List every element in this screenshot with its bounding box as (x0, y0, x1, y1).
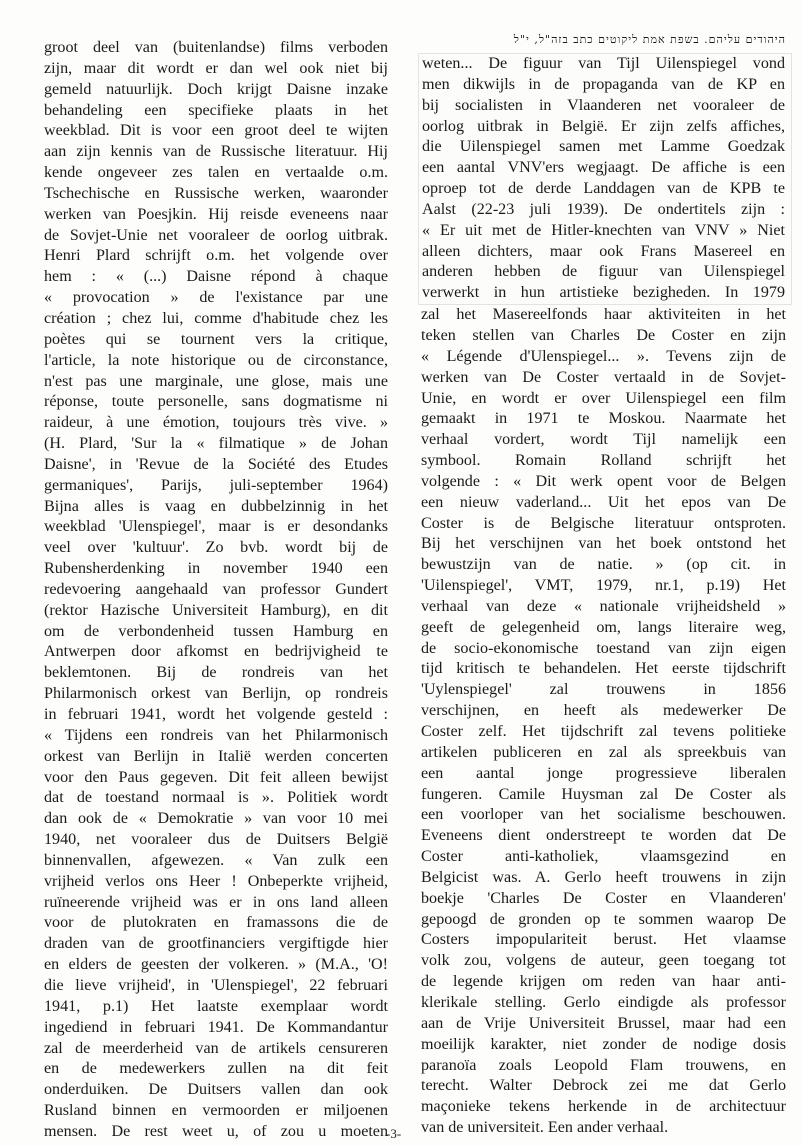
text-line: ruïneerende vrijheid was er in ons land alleen (44, 893, 388, 911)
text-line: « Légende d'Ulenspiegel... ». Tevens zijn de (421, 347, 786, 365)
text-line: zijn, maar dit wordt er dan wel ook niet bij (44, 59, 388, 77)
text-line: Coster zelf. Het tijdschrift zal tevens politieke (421, 723, 786, 740)
text-line: dat de toestand normaal is ». Politiek wordt (44, 789, 388, 807)
text-line: om de verbondenheid tussen Hamburg en (44, 622, 388, 640)
text-line: Belgicist was. A. Gerlo heeft trouwens in zijn (421, 868, 786, 886)
right-text-column (421, 38, 786, 1139)
text-line: paranoïa zoals Leopold Flam trouwens, en (421, 1056, 786, 1074)
text-line: zal het Masereelfonds haar aktiviteiten in het (421, 306, 786, 324)
text-line: aan zijn kennis van de Russische literatuur. Hij (44, 143, 388, 161)
text-line: en de medewerkers zullen na dit feit (44, 1060, 388, 1078)
text-line: weekblad 'Ulenspiegel', maar is er desondanks (44, 518, 388, 536)
text-line: Daisne', in 'Revue de la Société des Etudes (44, 455, 388, 473)
text-line: mensen. De rest weet u, of zou u moeten (44, 1122, 388, 1140)
text-line: hem : « (...) Daisne répond à chaque (44, 268, 388, 286)
text-line: een voorloper van het socialisme beschouwen. (421, 806, 786, 824)
text-line: Bijna alles is vaag en dubbelzinnig in het (44, 497, 388, 515)
text-line: poètes qui se tournent vers la critique, (44, 330, 388, 348)
text-line: men dikwijls in de propaganda van de KP en (422, 75, 785, 93)
text-line: ingediend in februari 1941. De Kommandantur (44, 1018, 388, 1036)
text-line: oorlog uitbrak in België. Er zijn zelfs affiches, (422, 117, 785, 135)
text-line: zal de meerderheid van de artikels censureren (44, 1039, 388, 1057)
text-line: gemeld natuurlijk. Doch krijgt Daisne inzake (44, 80, 388, 98)
text-line: l'article, la note historique ou de circonstance, (44, 351, 388, 369)
text-line: anderen hebben de figuur van Uilenspiegel (422, 263, 785, 281)
text-line: 1940, net vooraleer dus de Duitsers België (44, 831, 388, 849)
text-line: een aantal VNV'ers wegjaagt. De affiche is een (422, 159, 785, 177)
left-text-column (44, 38, 388, 1143)
text-line: maçonieke tekens herkende in de architectuur (421, 1098, 786, 1116)
text-line: bewustzijn van de natie. » (op cit. in (421, 556, 786, 574)
text-line: (rektor Hazische Universiteit Hamburg), en dit (44, 601, 388, 619)
text-line: symbool. Romain Rolland schrijft het (421, 452, 786, 470)
text-line: alleen dichters, maar ook Frans Masereel en (422, 242, 785, 260)
text-line: « Er uit met de Hitler-knechten van VNV » Niet (422, 221, 785, 239)
text-line: verschijnen, en heeft als medewerker De (421, 702, 786, 720)
text-line: en elders de geesten der volkeren. » (M.A., 'O! (44, 956, 388, 974)
text-line: bij socialisten in Vlaanderen net vooraleer de (422, 96, 785, 114)
text-line: verwerkt in hun artistieke bezigheden. In 1979 (422, 284, 785, 302)
text-line: n'est pas une marginale, une glose, mais une (44, 372, 388, 390)
text-line: de socio-ekonomische toestand van zijn eigen (421, 639, 786, 657)
text-line: aan de Vrije Universiteit Brussel, maar had een (421, 1014, 786, 1032)
text-line: werken van Poesjkin. Hij reisde eveneens naar (44, 205, 388, 223)
text-line: binnenvallen, afgewezen. « Van zulk een (44, 851, 388, 869)
text-line: draden van de grootfinanciers vergiftigde hier (44, 935, 388, 953)
text-line: voor den Paus gegeven. Dit feit alleen bewijst (44, 768, 388, 786)
text-line: Antwerpen door afkomst en bedrijvigheid te (44, 643, 388, 661)
text-line: (H. Plard, 'Sur la « filmatique » de Johan (44, 435, 388, 453)
text-line: die lieve vrijheid', in 'Ulenspiegel', 22 februari (44, 976, 388, 994)
text-line: voor de plutokraten en framassons die de (44, 914, 388, 932)
text-line: terecht. Walter Debrock zei me dat Gerlo (421, 1077, 786, 1095)
text-line: boekje 'Charles De Coster en Vlaanderen' (421, 889, 786, 907)
text-line: groot deel van (buitenlandse) films verboden (44, 39, 388, 56)
text-line: 'Uilenspiegel', VMT, 1979, nr.1, p.19) Het (421, 577, 786, 595)
text-line: Costers impopulariteit berust. Het vlaamse (421, 931, 786, 949)
text-line: weekblad. Dit is voor een groot deel te wijten (44, 122, 388, 140)
text-line: volk zou, volgens de auteur, geen toegang tot (421, 952, 786, 970)
text-line: een nieuw vaderland... Uit het epos van De (421, 493, 786, 511)
text-line: 'Uylenspiegel' zal trouwens in 1856 (421, 681, 786, 699)
text-line: klerikale stelling. Gerlo eindigde als professor (421, 993, 786, 1011)
text-line: orkest van Berlijn in Italië werden concerten (44, 747, 388, 765)
text-line: veel over 'kultuur'. Zo bvb. wordt bij de (44, 539, 388, 557)
text-line: kende ongeveer zes talen en vertaalde o.m. (44, 164, 388, 182)
text-line: de legende krijgen om reden van haar anti- (421, 973, 786, 991)
text-line: tijd kritisch te behandelen. Het eerste tijdschrift (421, 660, 786, 678)
hebrew-header-fragment: היהודים עליהם. בשפת אמת ליקוטים כתב בזה"ל, י"ל (513, 33, 786, 46)
text-line: « Tijdens een rondreis van het Philarmonisch (44, 726, 388, 744)
text-line: volgende : « Dit werk opent voor de Belgen (421, 472, 786, 490)
text-line: gemaakt in 1971 te Moskou. Naarmate het (421, 410, 786, 428)
text-line: werken van De Coster vertaald in de Sovjet- (421, 368, 786, 386)
text-line: onderduiken. De Duitsers vallen dan ook (44, 1081, 388, 1099)
text-line: germaniques', Parijs, juli-september 1964) (44, 476, 388, 494)
text-line: verhaal van deze « nationale vrijheidsheld » (421, 597, 786, 615)
text-line: dan ook de « Demokratie » van voor 10 mei (44, 810, 388, 828)
text-line: gepoogd de gronden op te sommen waarop De (421, 910, 786, 928)
text-line: Coster is de Belgische literatuur ontsproten. (421, 514, 786, 532)
text-line: behandeling een specifieke plaats in het (44, 101, 388, 119)
text-line: raideur, à une émotion, toujours très vive. » (44, 414, 388, 432)
right-paragraph (421, 305, 786, 1139)
text-line: van de universiteit. Een ander verhaal. (421, 1119, 669, 1137)
text-line: weten... De figuur van Tijl Uilenspiegel vond (422, 55, 785, 72)
text-line: die Uilenspiegel samen met Lamme Goedzak (422, 138, 785, 156)
text-line: teken stellen van Charles De Coster en zijn (421, 326, 786, 344)
text-line: « provocation » de l'existance par une (44, 289, 388, 307)
text-line: vrijheid verlos ons Heer ! Onbeperkte vrijheid, (44, 872, 388, 890)
text-line: Tschechische en Russische werken, waaronder (44, 184, 388, 202)
page-number: -3- (386, 1126, 402, 1141)
text-line: redevoering aangehaald van professor Gundert (44, 580, 388, 598)
text-line: fungeren. Camile Huysman zal De Coster als (421, 785, 786, 803)
text-line: Rusland binnen en vermoorden er miljoenen (44, 1102, 388, 1120)
boxed-pasted-paragraph (418, 53, 792, 305)
text-line: geeft de gelegenheid om, langs literaire weg, (421, 618, 786, 636)
text-line: réponse, toute personelle, sans dogmatisme ni (44, 393, 388, 411)
text-line: Aalst (22-23 juli 1939). De ondertitels zijn : (422, 200, 785, 218)
text-line: de Sovjet-Unie net vooraleer de oorlog uitbrak. (44, 226, 388, 244)
text-line: artikelen publiceren en zal als spreekbuis van (421, 743, 786, 761)
text-line: Unie, en wordt er over Uilenspiegel een film (421, 389, 786, 407)
text-line: création ; chez lui, comme d'habitude chez les (44, 309, 388, 327)
text-line: oproep tot de derde Landdagen van de KPB te (422, 180, 785, 198)
text-line: 1941, p.1) Het laatste exemplaar wordt (44, 997, 388, 1015)
text-line: verhaal vordert, wordt Tijl namelijk een (421, 431, 786, 449)
text-line: in februari 1941, wordt het volgende gesteld : (44, 706, 388, 723)
text-line: Rubensherdenking in november 1940 een (44, 560, 388, 578)
text-line: Henri Plard schrijft o.m. het volgende over (44, 247, 388, 265)
text-line: Eveneens dient onderstreept te worden dat De (421, 827, 786, 845)
text-line: een aantal jonge progressieve liberalen (421, 764, 786, 782)
text-line: Coster anti-katholiek, vlaamsgezind en (421, 848, 786, 866)
text-line: Bij het verschijnen van het boek ontstond het (421, 535, 786, 553)
text-line: moeilijk karakter, niet zonder de nodige dosis (421, 1035, 786, 1053)
text-line: beklemtonen. Bij de rondreis van het (44, 664, 388, 682)
text-line: Philarmonisch orkest van Berlijn, op rondreis (44, 685, 388, 703)
